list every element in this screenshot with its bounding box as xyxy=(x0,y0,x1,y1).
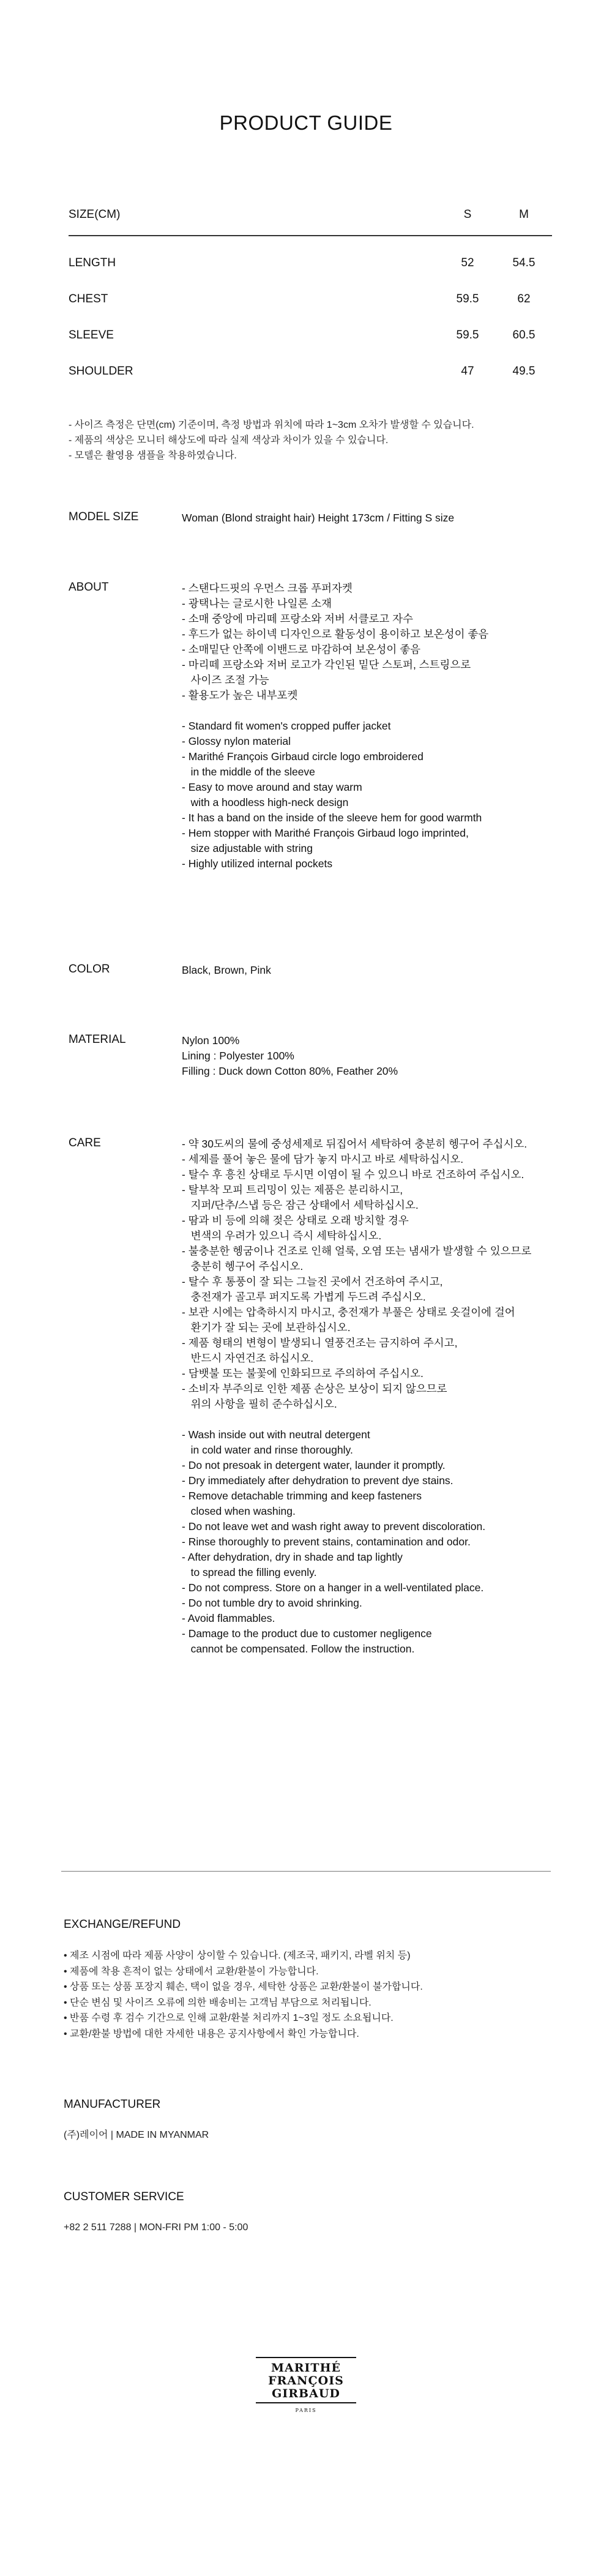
list-item: - Hem stopper with Marithé François Girbaud logo imprinted, xyxy=(182,827,469,839)
list-item: - 담뱃불 또는 불꽃에 인화되므로 주의하여 주십시오. xyxy=(182,1367,424,1379)
list-item: - 탈수 후 통풍이 잘 되는 그늘진 곳에서 건조하여 주시고, xyxy=(182,1275,443,1288)
list-item: - Rinse thoroughly to prevent stains, contamination and odor. xyxy=(182,1536,471,1548)
exchange-label: EXCHANGE/REFUND xyxy=(64,1918,181,1931)
list-item: - Easy to move around and stay warm xyxy=(182,781,362,793)
list-item: 반드시 자연건조 하십시오. xyxy=(182,1352,314,1364)
list-item: - 제품 형태의 변형이 발생되니 열풍건조는 금지하여 주시고, xyxy=(182,1337,458,1349)
list-item: - Glossy nylon material xyxy=(182,735,291,747)
list-item: with a hoodless high-neck design xyxy=(182,796,349,808)
list-item: - 후드가 없는 하이넥 디자인으로 활동성이 용이하고 보온성이 좋음 xyxy=(182,628,489,640)
list-item: - Wash inside out with neutral detergent xyxy=(182,1428,370,1441)
manufacturer-label: MANUFACTURER xyxy=(64,2098,161,2111)
size-table xyxy=(69,195,552,389)
list-item: size adjustable with string xyxy=(182,842,313,854)
list-item: - Do not leave wet and wash right away to prevent discoloration. xyxy=(182,1520,486,1533)
list-item: • 반품 수령 후 검수 기간으로 인해 교환/환불 처리까지 1~3일 정도 소요됩니다. xyxy=(64,2013,394,2023)
list-item: Filling : Duck down Cotton 80%, Feather 20% xyxy=(182,1065,398,1077)
table-row xyxy=(69,245,552,281)
brand-logo xyxy=(253,2355,359,2416)
list-item: 충전재가 골고루 퍼지도록 가볍게 두드려 주십시오. xyxy=(182,1291,426,1303)
list-item: - 소매밑단 안쪽에 이밴드로 마감하여 보온성이 좋음 xyxy=(182,643,421,655)
list-item: - 보관 시에는 압축하시지 마시고, 충전재가 부풀은 상태로 옷걸이에 걸어 xyxy=(182,1306,515,1318)
customer-service-label: CUSTOMER SERVICE xyxy=(64,2190,184,2203)
logo-line: GIRBAUD xyxy=(272,2387,340,2400)
size-notes xyxy=(69,417,474,463)
size-header-s: S xyxy=(439,195,496,236)
list-item: - Standard fit women's cropped puffer jacket xyxy=(182,720,391,732)
size-note: - 모델은 촬영용 샘플을 착용하였습니다. xyxy=(69,450,237,461)
care-label: CARE xyxy=(69,1137,101,1149)
table-row xyxy=(69,317,552,353)
row-value-s: 59.5 xyxy=(456,328,479,342)
list-item: - 약 30도씨의 물에 중성세제로 뒤집어서 세탁하여 충분히 헹구어 주십시오. xyxy=(182,1138,528,1150)
care-list xyxy=(182,1137,531,1657)
model-size-label: MODEL SIZE xyxy=(69,510,139,523)
customer-service-value: +82 2 511 7288 | MON-FRI PM 1:00 - 5:00 xyxy=(64,2222,248,2233)
list-item xyxy=(182,1412,531,1427)
list-item: - After dehydration, dry in shade and tap lightly xyxy=(182,1551,403,1563)
row-value-m: 62 xyxy=(517,292,531,305)
list-item: 지퍼/단추/스냅 등은 잠근 상태에서 세탁하십시오. xyxy=(182,1199,419,1211)
list-item: cannot be compensated. Follow the instruction. xyxy=(182,1643,415,1655)
list-item: - Marithé François Girbaud circle logo embroidered xyxy=(182,750,424,763)
list-item: • 교환/환불 방법에 대한 자세한 내용은 공지사항에서 확인 가능합니다. xyxy=(64,2028,359,2039)
list-item: 사이즈 조절 가능 xyxy=(182,674,269,686)
list-item: Lining : Polyester 100% xyxy=(182,1050,294,1062)
list-item: - Damage to the product due to customer negligence xyxy=(182,1627,432,1640)
section-divider xyxy=(61,1871,551,1872)
list-item: - Do not tumble dry to avoid shrinking. xyxy=(182,1597,362,1609)
list-item: - 탈부착 모피 트리밍이 있는 제품은 분리하시고, xyxy=(182,1184,403,1196)
about-label: ABOUT xyxy=(69,581,109,594)
about-list xyxy=(182,581,488,872)
list-item: - 활용도가 높은 내부포켓 xyxy=(182,689,298,701)
list-item: - 소비자 부주의로 인한 제품 손상은 보상이 되지 않으므로 xyxy=(182,1383,447,1395)
row-label: SHOULDER xyxy=(69,364,133,378)
list-item: in cold water and rinse thoroughly. xyxy=(182,1444,353,1456)
list-item: - Do not compress. Store on a hanger in a well-ventilated place. xyxy=(182,1581,484,1594)
list-item xyxy=(182,703,488,719)
list-item: - 스탠다드핏의 우먼스 크롭 푸퍼자켓 xyxy=(182,582,353,594)
list-item: - 탈수 후 흥친 상태로 두시면 이염이 될 수 있으니 바로 건조하여 주십시오. xyxy=(182,1168,524,1181)
list-item: - 마리떼 프랑소와 저버 로고가 각인된 밑단 스토퍼, 스트링으로 xyxy=(182,659,471,671)
size-note: - 사이즈 측정은 단면(cm) 기준이며, 측정 방법과 위치에 따라 1~3cm 오차가 발생할 수 있습니다. xyxy=(69,420,474,430)
size-header-m: M xyxy=(496,195,552,236)
list-item: 충분히 헹구어 주십시오. xyxy=(182,1260,304,1272)
list-item: - Avoid flammables. xyxy=(182,1612,275,1624)
list-item: • 제조 시점에 따라 제품 사양이 상이할 수 있습니다. (제조국, 패키지, 라벨 위치 등) xyxy=(64,1951,411,1961)
row-label: CHEST xyxy=(69,292,108,305)
list-item: 변색의 우려가 있으니 즉시 세탁하십시오. xyxy=(182,1230,382,1242)
list-item: • 제품에 착용 흔적이 없는 상태에서 교환/환불이 가능합니다. xyxy=(64,1966,319,1977)
row-value-m: 49.5 xyxy=(512,364,536,378)
logo-line: MARITHÉ xyxy=(271,2361,341,2375)
row-label: LENGTH xyxy=(69,256,116,269)
material-list xyxy=(182,1033,398,1079)
list-item: - 광택나는 글로시한 나일론 소재 xyxy=(182,597,332,610)
list-item: - 소매 중앙에 마리떼 프랑소와 저버 서클로고 자수 xyxy=(182,613,413,625)
list-item: to spread the filling evenly. xyxy=(182,1566,317,1578)
list-item: - Highly utilized internal pockets xyxy=(182,857,333,870)
list-item: - 불충분한 헹굼이나 건조로 인해 얼룩, 오염 또는 냄새가 발생할 수 있으므로 xyxy=(182,1245,532,1257)
table-row xyxy=(69,281,552,317)
list-item: Nylon 100% xyxy=(182,1034,240,1047)
size-table-header xyxy=(69,195,552,236)
list-item: 위의 사항을 필히 준수하십시오. xyxy=(182,1398,337,1410)
color-value: Black, Brown, Pink xyxy=(182,964,271,976)
list-item: in the middle of the sleeve xyxy=(182,766,315,778)
logo-sub: PARIS xyxy=(295,2408,317,2413)
row-value-m: 60.5 xyxy=(512,328,536,342)
row-label: SLEEVE xyxy=(69,328,114,342)
size-note: - 제품의 색상은 모니터 해상도에 따라 실제 색상과 차이가 있을 수 있습니다. xyxy=(69,435,389,446)
list-item: - Dry immediately after dehydration to prevent dye stains. xyxy=(182,1474,453,1487)
row-value-s: 47 xyxy=(461,364,474,378)
color-label: COLOR xyxy=(69,963,110,976)
list-item: - 세제를 풀어 놓은 물에 담가 놓지 마시고 바로 세탁하십시오. xyxy=(182,1153,464,1165)
list-item: • 단순 변심 및 사이즈 오류에 의한 배송비는 고객님 부담으로 처리됩니다. xyxy=(64,1997,371,2008)
list-item: 환기가 잘 되는 곳에 보관하십시오. xyxy=(182,1321,351,1334)
list-item: - Remove detachable trimming and keep fasteners xyxy=(182,1490,422,1502)
material-label: MATERIAL xyxy=(69,1033,126,1046)
list-item: closed when washing. xyxy=(182,1505,296,1517)
list-item: - 땀과 비 등에 의해 젖은 상태로 오래 방치할 경우 xyxy=(182,1214,409,1226)
table-row xyxy=(69,353,552,389)
list-item: - Do not presoak in detergent water, launder it promptly. xyxy=(182,1459,446,1471)
model-size-value: Woman (Blond straight hair) Height 173cm / Fitting S size xyxy=(182,512,455,524)
list-item: - It has a band on the inside of the sleeve hem for good warmth xyxy=(182,812,482,824)
manufacturer-value: (주)레이어 | MADE IN MYANMAR xyxy=(64,2130,209,2140)
size-header-label: SIZE(CM) xyxy=(69,195,439,236)
page-title: PRODUCT GUIDE xyxy=(219,111,393,134)
row-value-s: 59.5 xyxy=(456,292,479,305)
logo-line: FRANÇOIS xyxy=(268,2374,344,2387)
row-value-m: 54.5 xyxy=(512,256,536,269)
exchange-list xyxy=(64,1948,423,2042)
row-value-s: 52 xyxy=(461,256,474,269)
list-item: • 상품 또는 상품 포장지 훼손, 택이 없을 경우, 세탁한 상품은 교환/환불이 불가합니다. xyxy=(64,1982,423,1992)
